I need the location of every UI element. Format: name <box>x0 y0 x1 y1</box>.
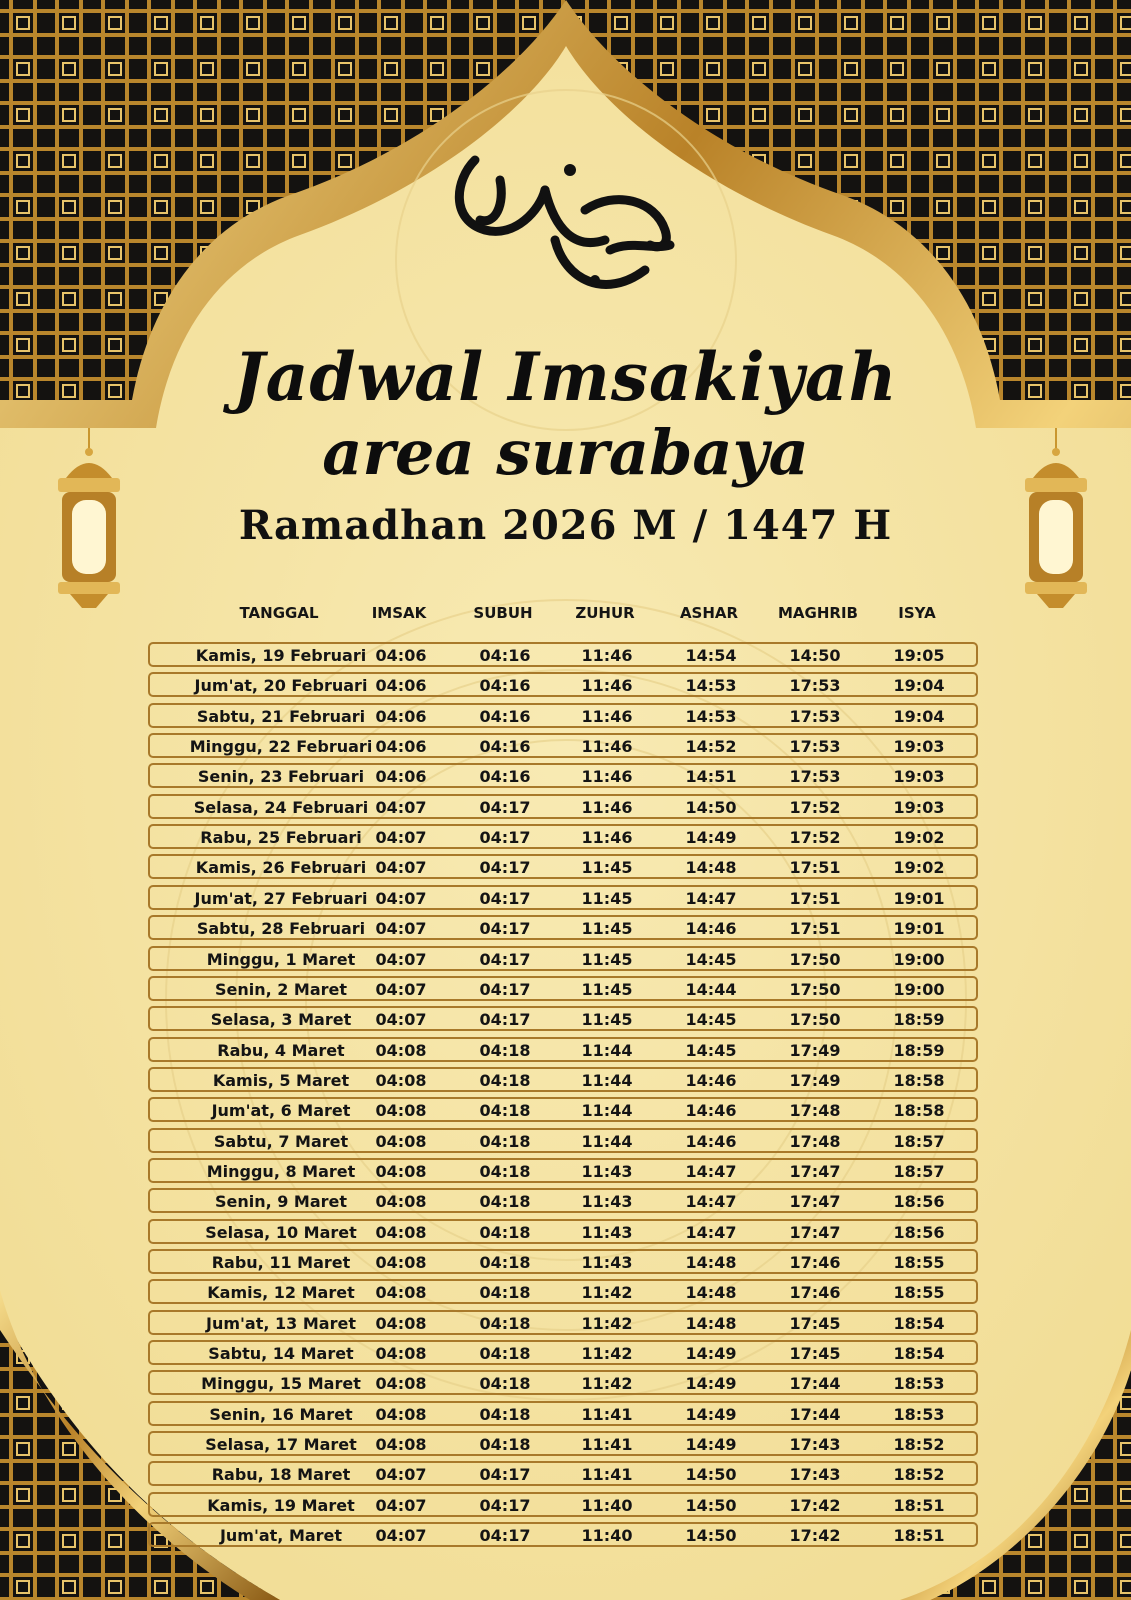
cell-tanggal: Jum'at, 6 Maret <box>211 1101 351 1121</box>
cell-isya: 18:59 <box>893 1040 945 1060</box>
cell-ashar: 14:45 <box>685 1040 737 1060</box>
cell-isya: 18:51 <box>893 1495 945 1515</box>
cell-maghrib: 17:53 <box>789 676 841 696</box>
cell-imsak: 04:07 <box>375 1526 427 1546</box>
cell-ashar: 14:52 <box>685 737 737 757</box>
cell-ashar: 14:48 <box>685 858 737 878</box>
cell-maghrib: 17:52 <box>789 828 841 848</box>
cell-ashar: 14:48 <box>685 1313 737 1333</box>
cell-maghrib: 17:53 <box>789 737 841 757</box>
cell-zuhur: 11:44 <box>581 1040 633 1060</box>
cell-imsak: 04:06 <box>375 646 427 665</box>
cell-subuh: 04:17 <box>479 888 531 908</box>
cell-maghrib: 17:49 <box>789 1040 841 1060</box>
cell-zuhur: 11:45 <box>581 949 633 969</box>
table-row <box>148 1461 978 1486</box>
cell-maghrib: 17:45 <box>789 1313 841 1333</box>
cell-tanggal: Kamis, 12 Maret <box>207 1283 355 1303</box>
cell-tanggal: Sabtu, 21 Februari <box>196 706 366 726</box>
table-row <box>148 854 978 879</box>
cell-ashar: 14:49 <box>685 1404 737 1424</box>
cell-isya: 19:02 <box>893 858 945 878</box>
cell-tanggal: Minggu, 22 Februari <box>189 737 373 757</box>
cell-subuh: 04:18 <box>479 1344 531 1364</box>
table-row <box>148 1522 978 1547</box>
cell-subuh: 04:17 <box>479 1465 531 1485</box>
table-row <box>148 1219 978 1244</box>
cell-ashar: 14:45 <box>685 1010 737 1030</box>
cell-maghrib: 17:42 <box>789 1526 841 1546</box>
cell-isya: 18:59 <box>893 1010 945 1030</box>
table-row <box>148 1340 978 1365</box>
cell-tanggal: Jum'at, 13 Maret <box>206 1313 356 1333</box>
cell-subuh: 04:16 <box>479 737 531 757</box>
cell-tanggal: Kamis, 19 Maret <box>207 1495 355 1515</box>
cell-isya: 18:58 <box>893 1070 945 1090</box>
cell-tanggal: Minggu, 15 Maret <box>201 1374 361 1394</box>
cell-zuhur: 11:45 <box>581 979 633 999</box>
cell-tanggal: Rabu, 4 Maret <box>217 1040 345 1060</box>
cell-tanggal: Minggu, 8 Maret <box>206 1161 356 1181</box>
cell-zuhur: 11:46 <box>581 797 633 817</box>
cell-tanggal: Jum'at, 20 Februari <box>194 676 368 696</box>
cell-maghrib: 17:42 <box>789 1495 841 1515</box>
cell-subuh: 04:17 <box>479 949 531 969</box>
cell-imsak: 04:07 <box>375 858 427 878</box>
cell-subuh: 04:18 <box>479 1070 531 1090</box>
cell-maghrib: 17:53 <box>789 706 841 726</box>
cell-subuh: 04:17 <box>479 979 531 999</box>
table-row <box>148 1158 978 1183</box>
cell-isya: 18:55 <box>893 1283 945 1303</box>
table-row <box>148 915 978 940</box>
cell-imsak: 04:06 <box>375 706 427 726</box>
table-row <box>148 885 978 910</box>
cell-subuh: 04:18 <box>479 1192 531 1212</box>
cell-isya: 18:53 <box>893 1374 945 1394</box>
cell-ashar: 14:49 <box>685 1374 737 1394</box>
cell-isya: 19:04 <box>893 706 945 726</box>
cell-zuhur: 11:46 <box>581 706 633 726</box>
cell-isya: 19:03 <box>893 737 945 757</box>
cell-subuh: 04:18 <box>479 1313 531 1333</box>
cell-isya: 18:56 <box>893 1192 945 1212</box>
table-row <box>148 703 978 728</box>
cell-imsak: 04:07 <box>375 1495 427 1515</box>
cell-subuh: 04:18 <box>479 1283 531 1303</box>
table-row <box>148 642 978 667</box>
cell-imsak: 04:08 <box>375 1131 427 1151</box>
cell-tanggal: Sabtu, 28 Februari <box>196 919 366 939</box>
cell-isya: 18:55 <box>893 1253 945 1272</box>
cell-isya: 18:57 <box>893 1161 945 1181</box>
table-row <box>148 1370 978 1395</box>
cell-subuh: 04:18 <box>479 1040 531 1060</box>
page-title: Jadwal Imsakiyah <box>233 338 898 416</box>
cell-ashar: 14:47 <box>685 1192 737 1212</box>
cell-subuh: 04:17 <box>479 1495 531 1515</box>
table-row <box>148 1128 978 1153</box>
cell-imsak: 04:07 <box>375 1465 427 1485</box>
cell-subuh: 04:18 <box>479 1435 531 1455</box>
cell-imsak: 04:07 <box>375 797 427 817</box>
column-header-tanggal: TANGGAL <box>239 604 319 622</box>
ramadan-calligraphy-icon <box>445 150 685 310</box>
table-row <box>148 763 978 788</box>
cell-maghrib: 17:47 <box>789 1192 841 1212</box>
cell-imsak: 04:07 <box>375 888 427 908</box>
cell-subuh: 04:17 <box>479 1010 531 1030</box>
cell-zuhur: 11:43 <box>581 1222 633 1242</box>
table-row <box>148 794 978 819</box>
cell-isya: 18:51 <box>893 1526 945 1546</box>
cell-tanggal: Sabtu, 14 Maret <box>208 1344 354 1364</box>
cell-ashar: 14:46 <box>685 1131 737 1151</box>
cell-imsak: 04:08 <box>375 1435 427 1455</box>
cell-zuhur: 11:41 <box>581 1404 633 1424</box>
cell-zuhur: 11:44 <box>581 1131 633 1151</box>
cell-tanggal: Kamis, 19 Februari <box>195 646 367 665</box>
cell-zuhur: 11:46 <box>581 646 633 665</box>
cell-imsak: 04:08 <box>375 1040 427 1060</box>
cell-maghrib: 17:53 <box>789 767 841 787</box>
cell-zuhur: 11:43 <box>581 1161 633 1181</box>
table-row <box>148 946 978 971</box>
cell-ashar: 14:45 <box>685 949 737 969</box>
cell-ashar: 14:50 <box>685 797 737 817</box>
cell-tanggal: Sabtu, 7 Maret <box>213 1131 349 1151</box>
cell-subuh: 04:18 <box>479 1374 531 1394</box>
cell-ashar: 14:47 <box>685 888 737 908</box>
cell-maghrib: 17:50 <box>789 979 841 999</box>
table-row <box>148 1006 978 1031</box>
cell-subuh: 04:17 <box>479 1526 531 1546</box>
cell-tanggal: Selasa, 17 Maret <box>205 1435 357 1455</box>
cell-zuhur: 11:41 <box>581 1465 633 1485</box>
cell-isya: 19:01 <box>893 919 945 939</box>
cell-tanggal: Senin, 16 Maret <box>209 1404 353 1424</box>
cell-tanggal: Kamis, 26 Februari <box>195 858 367 878</box>
cell-imsak: 04:07 <box>375 949 427 969</box>
cell-subuh: 04:18 <box>479 1222 531 1242</box>
cell-ashar: 14:47 <box>685 1222 737 1242</box>
cell-maghrib: 17:51 <box>789 919 841 939</box>
cell-imsak: 04:06 <box>375 767 427 787</box>
cell-zuhur: 11:41 <box>581 1435 633 1455</box>
cell-maghrib: 17:44 <box>789 1404 841 1424</box>
cell-tanggal: Senin, 9 Maret <box>214 1192 348 1212</box>
cell-isya: 19:00 <box>893 979 945 999</box>
cell-zuhur: 11:46 <box>581 828 633 848</box>
cell-isya: 18:56 <box>893 1222 945 1242</box>
cell-ashar: 14:54 <box>685 646 737 665</box>
cell-maghrib: 14:50 <box>789 646 841 665</box>
page-subtitle: Ramadhan 2026 M / 1447 H <box>238 502 893 549</box>
cell-ashar: 14:50 <box>685 1465 737 1485</box>
cell-imsak: 04:06 <box>375 676 427 696</box>
cell-zuhur: 11:42 <box>581 1283 633 1303</box>
cell-maghrib: 17:48 <box>789 1131 841 1151</box>
cell-tanggal: Selasa, 24 Februari <box>193 797 369 817</box>
cell-ashar: 14:53 <box>685 676 737 696</box>
table-row <box>148 1310 978 1335</box>
cell-imsak: 04:07 <box>375 1010 427 1030</box>
cell-imsak: 04:08 <box>375 1253 427 1272</box>
cell-maghrib: 17:46 <box>789 1253 841 1272</box>
cell-tanggal: Kamis, 5 Maret <box>212 1070 350 1090</box>
cell-ashar: 14:53 <box>685 706 737 726</box>
cell-ashar: 14:49 <box>685 1344 737 1364</box>
cell-zuhur: 11:44 <box>581 1101 633 1121</box>
table-row <box>148 1249 978 1274</box>
cell-maghrib: 17:50 <box>789 1010 841 1030</box>
table-row <box>148 672 978 697</box>
cell-zuhur: 11:40 <box>581 1495 633 1515</box>
cell-subuh: 04:18 <box>479 1253 531 1272</box>
cell-maghrib: 17:48 <box>789 1101 841 1121</box>
cell-tanggal: Rabu, 25 Februari <box>200 828 362 848</box>
cell-maghrib: 17:44 <box>789 1374 841 1394</box>
table-row <box>148 1097 978 1122</box>
cell-tanggal: Selasa, 3 Maret <box>210 1010 352 1030</box>
cell-subuh: 04:18 <box>479 1131 531 1151</box>
cell-isya: 18:54 <box>893 1344 945 1364</box>
cell-subuh: 04:16 <box>479 646 531 665</box>
cell-maghrib: 17:47 <box>789 1161 841 1181</box>
cell-imsak: 04:08 <box>375 1161 427 1181</box>
cell-zuhur: 11:45 <box>581 1010 633 1030</box>
cell-maghrib: 17:45 <box>789 1344 841 1364</box>
table-row <box>148 733 978 758</box>
cell-zuhur: 11:42 <box>581 1313 633 1333</box>
cell-maghrib: 17:43 <box>789 1465 841 1485</box>
column-header-zuhur: ZUHUR <box>575 604 635 622</box>
cell-isya: 19:03 <box>893 797 945 817</box>
cell-subuh: 04:18 <box>479 1161 531 1181</box>
cell-isya: 19:03 <box>893 767 945 787</box>
table-row <box>148 1431 978 1456</box>
table-row <box>148 1279 978 1304</box>
cell-ashar: 14:49 <box>685 828 737 848</box>
column-header-maghrib: MAGHRIB <box>778 604 858 622</box>
table-row <box>148 1067 978 1092</box>
cell-ashar: 14:46 <box>685 1070 737 1090</box>
cell-zuhur: 11:40 <box>581 1526 633 1546</box>
cell-maghrib: 17:52 <box>789 797 841 817</box>
cell-maghrib: 17:51 <box>789 888 841 908</box>
page-title-location: area surabaya <box>322 416 809 489</box>
cell-tanggal: Rabu, 11 Maret <box>211 1253 351 1272</box>
cell-ashar: 14:46 <box>685 919 737 939</box>
table-row <box>148 1401 978 1426</box>
cell-zuhur: 11:42 <box>581 1344 633 1364</box>
table-row <box>148 824 978 849</box>
cell-ashar: 14:44 <box>685 979 737 999</box>
cell-tanggal: Selasa, 10 Maret <box>205 1222 357 1242</box>
cell-maghrib: 17:43 <box>789 1435 841 1455</box>
cell-isya: 18:54 <box>893 1313 945 1333</box>
cell-maghrib: 17:50 <box>789 949 841 969</box>
cell-ashar: 14:50 <box>685 1495 737 1515</box>
cell-imsak: 04:07 <box>375 828 427 848</box>
cell-imsak: 04:08 <box>375 1222 427 1242</box>
column-header-imsak: IMSAK <box>371 604 427 622</box>
table-header <box>148 604 978 624</box>
cell-ashar: 14:48 <box>685 1253 737 1272</box>
cell-imsak: 04:08 <box>375 1344 427 1364</box>
cell-imsak: 04:07 <box>375 919 427 939</box>
cell-zuhur: 11:43 <box>581 1253 633 1272</box>
cell-isya: 18:52 <box>893 1435 945 1455</box>
cell-ashar: 14:50 <box>685 1526 737 1546</box>
cell-imsak: 04:08 <box>375 1404 427 1424</box>
cell-subuh: 04:17 <box>479 797 531 817</box>
cell-zuhur: 11:42 <box>581 1374 633 1394</box>
column-header-subuh: SUBUH <box>473 604 533 622</box>
table-row <box>148 1188 978 1213</box>
cell-imsak: 04:08 <box>375 1101 427 1121</box>
cell-maghrib: 17:46 <box>789 1283 841 1303</box>
cell-tanggal: Minggu, 1 Maret <box>206 949 356 969</box>
table-row <box>148 976 978 1001</box>
column-header-isya: ISYA <box>898 604 936 622</box>
cell-ashar: 14:51 <box>685 767 737 787</box>
cell-isya: 19:02 <box>893 828 945 848</box>
cell-imsak: 04:08 <box>375 1283 427 1303</box>
cell-zuhur: 11:44 <box>581 1070 633 1090</box>
cell-zuhur: 11:46 <box>581 676 633 696</box>
table-row <box>148 1037 978 1062</box>
cell-imsak: 04:08 <box>375 1374 427 1394</box>
cell-imsak: 04:08 <box>375 1192 427 1212</box>
cell-isya: 18:58 <box>893 1101 945 1121</box>
cell-imsak: 04:08 <box>375 1070 427 1090</box>
cell-subuh: 04:17 <box>479 828 531 848</box>
cell-subuh: 04:17 <box>479 858 531 878</box>
column-header-ashar: ASHAR <box>679 604 739 622</box>
cell-tanggal: Rabu, 18 Maret <box>211 1465 351 1485</box>
cell-zuhur: 11:46 <box>581 737 633 757</box>
cell-subuh: 04:16 <box>479 706 531 726</box>
cell-isya: 18:52 <box>893 1465 945 1485</box>
cell-subuh: 04:16 <box>479 676 531 696</box>
cell-tanggal: Senin, 23 Februari <box>197 767 365 787</box>
cell-ashar: 14:48 <box>685 1283 737 1303</box>
cell-zuhur: 11:45 <box>581 919 633 939</box>
cell-imsak: 04:06 <box>375 737 427 757</box>
cell-ashar: 14:47 <box>685 1161 737 1181</box>
cell-ashar: 14:46 <box>685 1101 737 1121</box>
cell-maghrib: 17:49 <box>789 1070 841 1090</box>
cell-subuh: 04:16 <box>479 767 531 787</box>
cell-imsak: 04:07 <box>375 979 427 999</box>
cell-subuh: 04:18 <box>479 1101 531 1121</box>
cell-tanggal: Senin, 2 Maret <box>214 979 348 999</box>
cell-tanggal: Jum'at, 27 Februari <box>194 888 368 908</box>
cell-tanggal: Jum'at, Maret <box>219 1526 343 1546</box>
cell-zuhur: 11:45 <box>581 858 633 878</box>
cell-isya: 18:53 <box>893 1404 945 1424</box>
cell-maghrib: 17:51 <box>789 858 841 878</box>
cell-isya: 19:00 <box>893 949 945 969</box>
cell-zuhur: 11:43 <box>581 1192 633 1212</box>
cell-subuh: 04:17 <box>479 919 531 939</box>
cell-ashar: 14:49 <box>685 1435 737 1455</box>
cell-isya: 19:05 <box>893 646 945 665</box>
cell-zuhur: 11:45 <box>581 888 633 908</box>
cell-imsak: 04:08 <box>375 1313 427 1333</box>
cell-zuhur: 11:46 <box>581 767 633 787</box>
cell-isya: 18:57 <box>893 1131 945 1151</box>
cell-maghrib: 17:47 <box>789 1222 841 1242</box>
cell-subuh: 04:18 <box>479 1404 531 1424</box>
table-row <box>148 1492 978 1517</box>
cell-isya: 19:01 <box>893 888 945 908</box>
cell-isya: 19:04 <box>893 676 945 696</box>
